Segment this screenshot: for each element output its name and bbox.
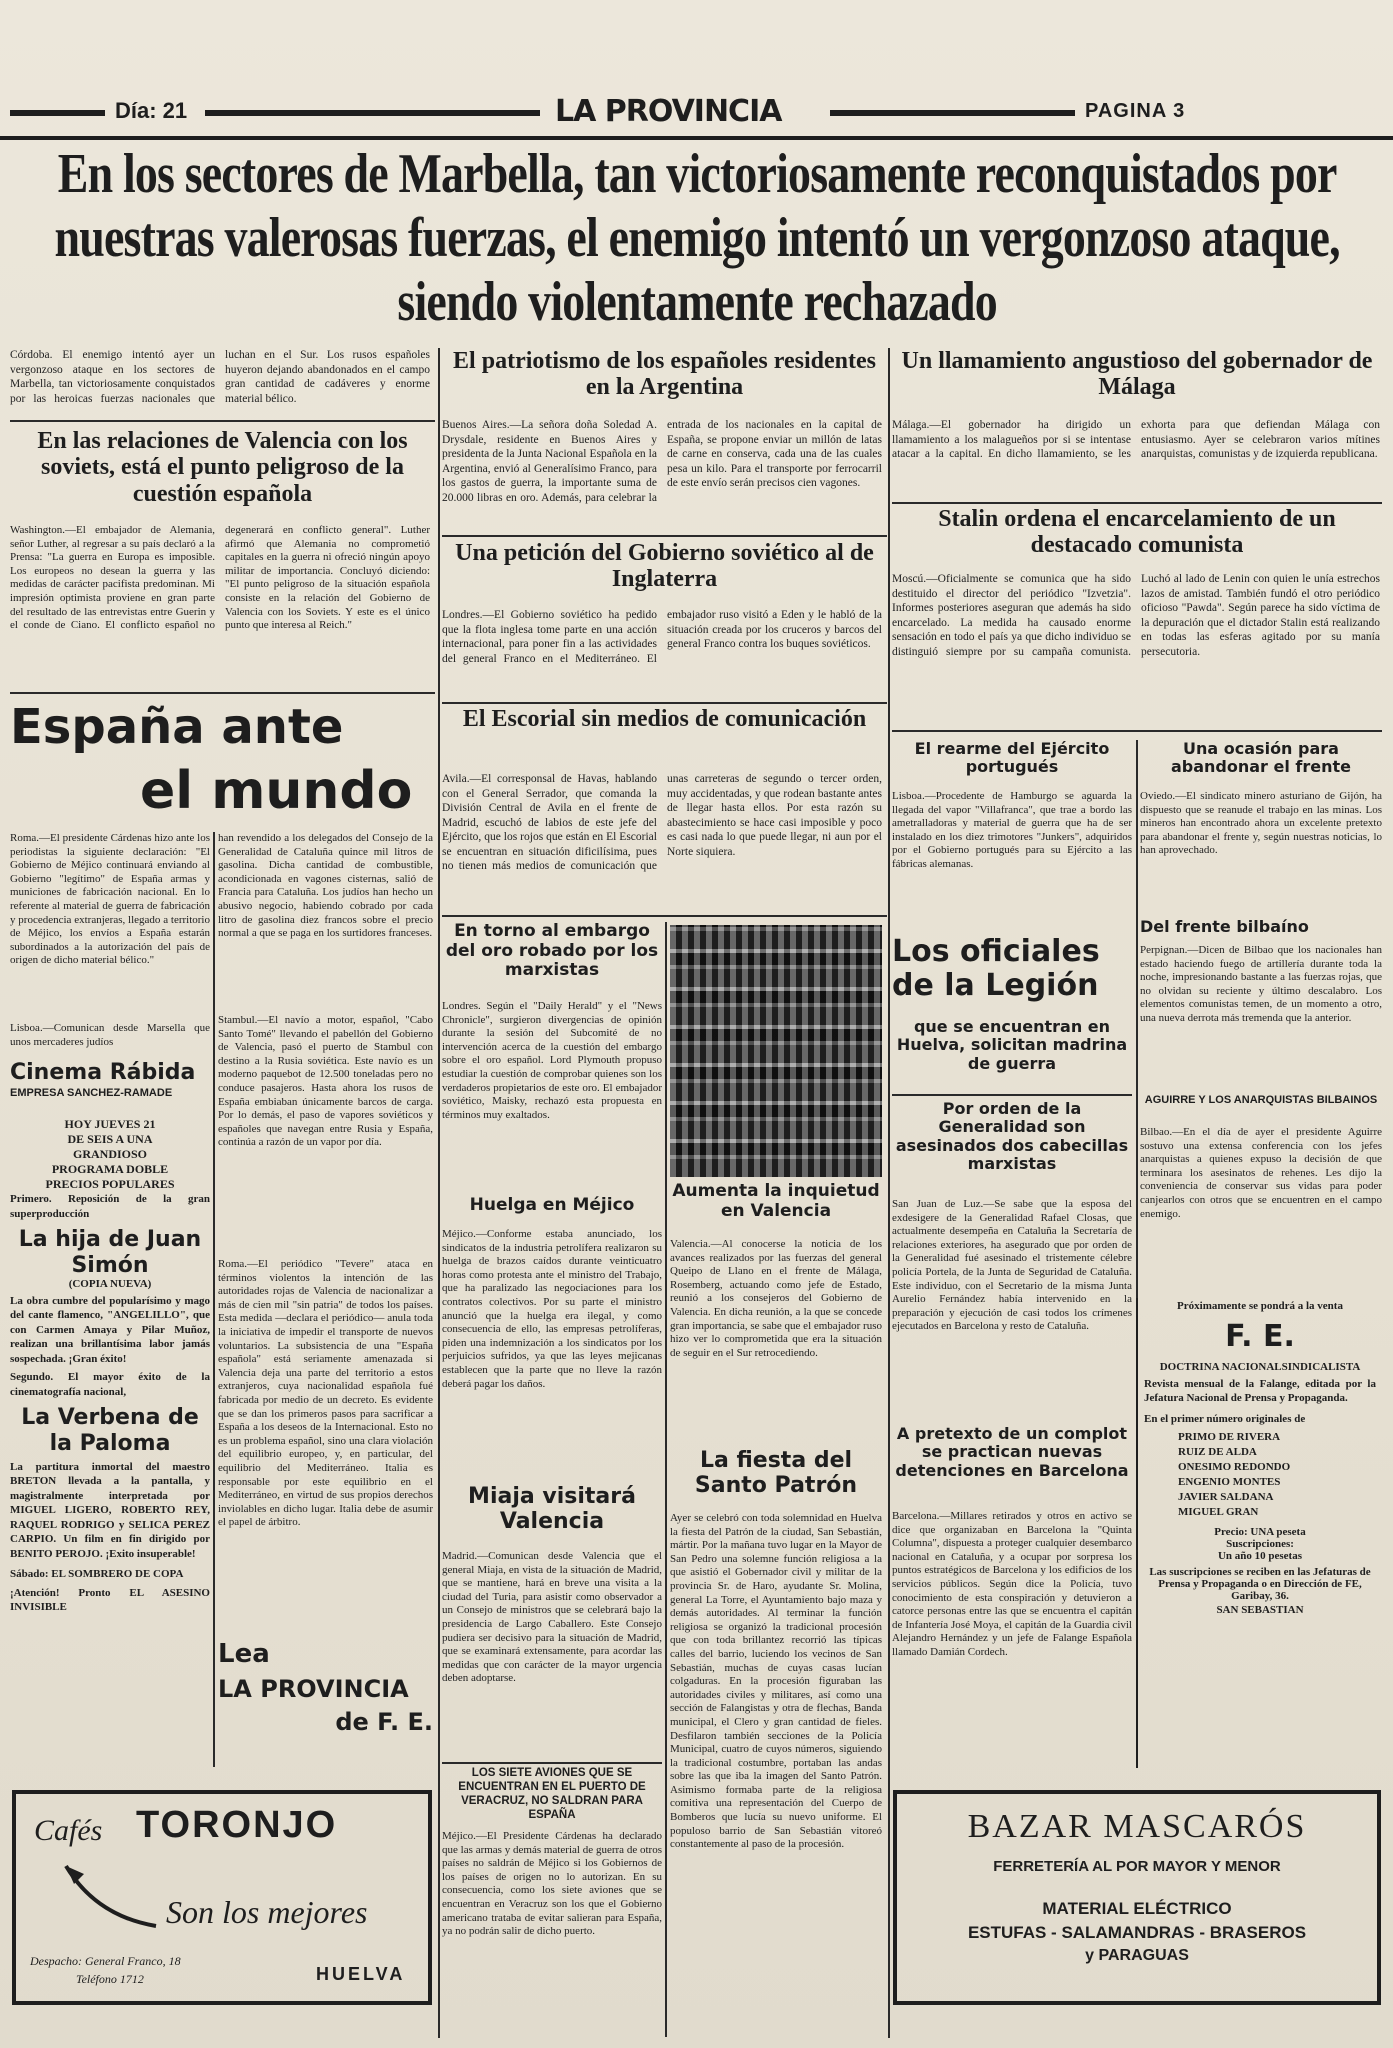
- masthead: [0, 88, 1393, 140]
- espana-body-left-2: Lisboa.—Comunican desde Marsella que unos mercaderes judíos: [10, 1022, 210, 1048]
- cinema-programa: PROGRAMA DOBLE: [51, 1162, 169, 1177]
- toronjo-brand: TORONJO: [136, 1804, 338, 1846]
- cinema-title: Cinema Rábida: [10, 1060, 196, 1085]
- toronjo-cafes: Cafés: [34, 1814, 103, 1847]
- lea-la-provincia: [218, 1640, 433, 1765]
- news-photo: [670, 925, 882, 1177]
- malaga-body: Málaga.—El gobernador ha dirigido un llamamiento a los malagueños por si se intentase atacar a la capital. En dicho llamamiento, se les exhorta para que defiendan Málaga con entusiasmo. Ayer se celebraron varios mítines anarquistas, comunistas y de izquierda republicana.: [892, 419, 1380, 460]
- fe-autor: JAVIER SALDANA: [1178, 1491, 1274, 1503]
- toronjo-phone: Teléfono 1712: [76, 1972, 144, 1986]
- fe-revista: Revista mensual de la Falange, editada por la Jefatura Nacional de Prensa y Propaganda.: [1144, 1377, 1376, 1404]
- rule: [442, 915, 887, 917]
- rule: [665, 922, 667, 2037]
- cinema-film1-desc: La obra cumbre del popularísimo y mago del cante flamenco, "ANGELILLO", que con Carmen Amaya y Pilar Muñoz, realizan una brillantísima labor jamás sospechada. ¡Gran éxito!: [10, 1294, 210, 1365]
- huelga-headline: Huelga en Méjico: [469, 1196, 635, 1215]
- arrow-icon: [56, 1856, 176, 1936]
- lea-title: Lea: [218, 1640, 270, 1669]
- bazar-line3: ESTUFAS - SALAMANDRAS - BRASEROS: [967, 1923, 1307, 1942]
- cinema-pronto: ¡Atención! Pronto EL ASESINO INVISIBLE: [10, 1586, 210, 1614]
- bilbaino-sub: AGUIRRE Y LOS ANARQUISTAS BILBAINOS: [1144, 1094, 1378, 1106]
- valencia-soviets-body: Washington.—El embajador de Alemania, señor Luther, al regresar a su país declaró a la Prensa: "La guerra en Europa es imposible. Los europeos no desean la guerra y las medidas de carácter pacifista predominan. Mi impresión optimista proviene en gran parte del resultado de las entrevistas entre Guerin y el conde de Ciano. El conflicto español no degenerará en conflicto general". Luther afirmó que Alemania no comprometió capitales en la guerra ni ofreció ningún apoyo militar de importancia. Concluyó diciendo: "El punto peligroso de la situación española consiste en la relación del Gobierno de Valencia con los Soviets. Y este es el único punto que interesa al Reich.": [10, 524, 430, 632]
- huelga-body: Méjico.—Conforme estaba anunciado, los sindicatos de la industria petrolífera realizaron su huelga de brazos caídos durante veinticuatro horas como protesta ante el ministro del Trabajo, que ha paralizado las negociaciones para los contratos colectivos. Por su parte el ministro anunció que la huelga era ilegal, y como consecuencia de ello, las empresas petrolíferas, piden una indemnización a los sindicatos por los perjuicios sufridos, ya que las leyes mejicanas establecen que la parte que no lleve la razón deberá pagar los daños.: [442, 1228, 662, 1390]
- espana-body-left: Roma.—El presidente Cárdenas hizo ante los periodistas la siguiente declaración: "El Gobierno de Méjico continuará enviando al Gobierno "legítimo" de España armas y municiones de fabricación nacional. En lo referente al material de guerra de fabricación y procedencia extranjeras, llegado a territorio de Méjico, los envíos a España estarán subordinados a la autorización del país de origen de dicho material bélico.": [10, 832, 210, 967]
- rule: [213, 832, 215, 1767]
- espana-headline-2: el mundo: [140, 762, 413, 821]
- complot-body: Barcelona.—Millares retirados y otros en activo se dice que organizaban en Barcelona la "Quinta Columna", dispuesta a proteger cualquier desembarco nacional en Cataluña, y a ocupar por sorpresa los puntos estratégicos de Barcelona y los edificios de los servicios públicos. Según dice la Policía, tuvo conocimiento de esta conspiración y detuvieron a catorce personas entre las que se encuentra el capitán de Infantería José Moya, el capitán de la Guardia civil Alejandro Hernández y un jefe de Falange Española llamado Damián Cordech.: [892, 1510, 1132, 1658]
- espana-body-right: han revendido a los delegados del Consejo de la Generalidad de Cataluña quince mil litros de gasolina. Dicha cantidad de combustible, acondicionada en vagones cisternas, salió de Francia para Cataluña. Los judíos han hecho un abusivo negocio, habiendo cobrado por cada litro de gasolina diez francos sobre el precio normal a que se paga en los surtidores franceses.: [218, 832, 433, 940]
- masthead-page: PAGINA 3: [1085, 100, 1186, 122]
- stalin-headline: Stalin ordena el encarcelamiento de un destacado comunista: [938, 506, 1336, 559]
- fe-ano: Un año 10 pesetas: [1217, 1550, 1303, 1562]
- ocasion-body: Oviedo.—El sindicato minero asturiano de Gijón, ha dispuesto que se reanude el trabajo en las minas. Los mineros han encontrado ahora un excelente pretexto para abandonar el frente y, según nuestras noticias, lo han aprovechado.: [1140, 790, 1382, 857]
- toronjo-city: HUELVA: [316, 1964, 406, 1984]
- cinema-film1-copia: (COPIA NUEVA): [68, 1277, 152, 1290]
- escorial-headline: El Escorial sin medios de comunicación: [462, 706, 867, 732]
- toronjo-address: Despacho: General Franco, 18: [30, 1954, 181, 1968]
- inquietud-headline: Aumenta la inquietud en Valencia: [672, 1182, 880, 1221]
- cinema-film2: La Verbena de la Paloma: [21, 1405, 199, 1456]
- embargo-body: Londres. Según el "Daily Herald" y el "News Chronicle", surgieron divergencias de opinión durante la sesión del Subcomité de no intervención acerca de la cuestión del embargo sobre el oro español. Lord Plymouth propuso estudiar la cuestión de comprobar quienes son los verdaderos propietarios de este oro. El embajador soviético, Maisky, rechazó esta propuesta en términos muy exaltados.: [442, 1000, 662, 1121]
- masthead-day: Día: 21: [115, 98, 188, 123]
- fe-autor: ONESIMO REDONDO: [1178, 1461, 1291, 1473]
- rule: [892, 730, 1382, 732]
- bazar-title: BAZAR MASCARÓS: [967, 1808, 1307, 1845]
- legion-headline-2: que se encuentran en Huelva, solicitan madrina de guerra: [896, 1018, 1128, 1073]
- fe-doctrina: DOCTRINA NACIONALSINDICALISTA: [1159, 1360, 1361, 1373]
- rule: [442, 1762, 662, 1764]
- cinema-film1: La hija de Juan Simón: [18, 1227, 202, 1278]
- cinema-fecha: HOY JUEVES 21: [64, 1117, 156, 1132]
- masthead-rule-left: [10, 110, 105, 116]
- bazar-line4: y PARAGUAS: [1085, 1947, 1189, 1964]
- santo-patron-headline: La fiesta del Santo Patrón: [694, 1448, 858, 1499]
- escorial-body: Avila.—El corresponsal de Havas, hablando con el General Serrador, que comanda la División Central de Avila en el frente de Madrid, escuchó de labios de este jefe del Ejército, que los rojos que están en El Escorial se encuentran en situación dificilísima, pues no tienen más medios de comunicación que unas carreteras de segundo o tercer orden, muy accidentadas, y que rodean bastante antes de llegar hasta ellos. Por esta razón su abastecimiento se hace casi imposible y poco es casi nada lo que puede llegar, ni aun por el Norte siquiera.: [442, 773, 882, 872]
- cinema-film1-2: Segundo. El mayor éxito de la cinematografía nacional,: [10, 1371, 210, 1398]
- fe-magazine-ad: [1136, 1298, 1382, 1768]
- fe-proximamente: Próximamente se pondrá a la venta: [1177, 1300, 1343, 1312]
- toronjo-slogan: Son los mejores: [166, 1894, 368, 1930]
- patriotismo-headline: El patriotismo de los españoles residentes en la Argentina: [453, 348, 876, 401]
- valencia-soviets-headline: En las relaciones de Valencia con los soviets, está el punto peligroso de la cuestión española: [37, 428, 408, 507]
- masthead-rule-mid-left: [205, 110, 540, 116]
- fe-suscripciones: Suscripciones:: [1226, 1538, 1294, 1550]
- cinema-rabida-ad: [10, 1060, 210, 1765]
- complot-headline: A pretexto de un complot se practican nuevas detenciones en Barcelona: [895, 1425, 1129, 1480]
- rule: [888, 348, 890, 2038]
- fe-numero: En el primer número originales de: [1144, 1412, 1306, 1425]
- rearme-headline: El rearme del Ejército portugués: [914, 740, 1110, 777]
- bazar-mascaros-ad: [893, 1790, 1381, 2005]
- miaja-headline: Miaja visitará Valencia: [468, 1484, 636, 1535]
- main-headline: En los sectores de Marbella, tan victoriosamente reconquistados por nuestras valerosas fuerzas, el enemigo intentó un vergonzoso ataque, siendo violentamente rechazado: [54, 143, 1340, 333]
- peticion-headline: Una petición del Gobierno soviético al de Inglaterra: [455, 540, 874, 593]
- masthead-title: LA PROVINCIA: [555, 94, 782, 129]
- fe-reciben: Las suscripciones se reciben en las Jefaturas de Prensa y Propaganda o en Dirección de FE, Garibay, 36.: [1149, 1566, 1371, 1602]
- cafes-toronjo-ad: [12, 1790, 432, 2005]
- fe-autor: PRIMO DE RIVERA: [1178, 1431, 1281, 1443]
- fe-precio: Precio: UNA peseta: [1214, 1526, 1306, 1538]
- bazar-line2: MATERIAL ELÉCTRICO: [1042, 1899, 1232, 1918]
- embargo-headline: En torno al embargo del oro robado por los marxistas: [445, 922, 659, 981]
- cinema-estreno: Primero. Reposición de la gran superproducción: [10, 1193, 210, 1220]
- rule: [892, 1094, 1132, 1096]
- cinema-sabado: Sábado: EL SOMBRERO DE COPA: [10, 1568, 184, 1581]
- patriotismo-body: Buenos Aires.—La señora doña Soledad A. Drysdale, residente en Buenos Aires y presidenta de la Junta Nacional Española en la Argentina, envió al Generalísimo Franco, para los gastos de guerra, la importante suma de 20.000 libras en oro. Además, para celebrar la entrada de los nacionales en la capital de España, se propone enviar un millón de latas de carne en conserva, cada una de las cuales pesa un kilo. Para el transporte por ferrocarril de este envío serán precisos cien vagones.: [442, 419, 882, 504]
- rule: [10, 692, 435, 694]
- cinema-grandioso: GRANDIOSO: [72, 1147, 147, 1162]
- rule: [1136, 740, 1138, 1300]
- cinema-film2-desc: La partitura inmortal del maestro BRETON llevada a la pantalla, y magistralmente interpretada por MIGUEL LIGERO, ROBERTO REY, RAQUEL RODRIGO y SELICA PEREZ CARPIO. Un film en fin dirigido por BENITO PEROJO. ¡Exito insuperable!: [10, 1460, 210, 1560]
- rule: [442, 702, 887, 704]
- generalidad-body: San Juan de Luz.—Se sabe que la esposa del exdesigere de la Generalidad Rafael Closas, que actualmente desempeña en Cataluña la Secretaría de relaciones exteriores, ha asegurado que por orden de la Generalidad fué asesinado el tristemente célebre policía Portela, de la Junta de Seguridad de Cataluña. Este individuo, con el Secretario de la misma Junta Aurelio Fernández había intervenido en la preparación y ejecución de casi todos los crímenes ejecutados en Barcelona y resto de Cataluña.: [892, 1198, 1132, 1333]
- espana-body-right-3: Roma.—El periódico "Tevere" ataca en términos violentos la intención de las autoridades rojas de Valencia de nacionalizar a más de cien mil "sin patria" de todos los países. Esta medida —declara el periódico— anula toda la iniciativa de impedir el transporte de nuevos voluntarios. La subsistencia de una "España española" está seriamente amenazada si Valencia deja una parte del territorio a estos extranjeros, cuya nacionalidad española fué fabricada por medio de un decreto. Es evidente que se dan los primeros pasos para sacrificar a España a los deseos de la Internacional. Esto no es un problema español, sino una clara violación del equilibrio europeo, y, en particular, del equilibrio del Mediterráneo. Italia es responsable por este equilibrio en el Mediterráneo, en virtud de sus propios derechos inviolables en dicho lugar. Italia debe de asumir el papel de árbitro.: [218, 1258, 433, 1529]
- ocasion-headline: Una ocasión para abandonar el frente: [1170, 740, 1352, 777]
- generalidad-headline: Por orden de la Generalidad son asesinados dos cabecillas marxistas: [895, 1100, 1129, 1174]
- bilbaino-body2: Bilbao.—En el día de ayer el presidente Aguirre sostuvo una extensa conferencia con los jefes anarquistas a quienes expuso la decisión de que terminara los asesinatos de rehenes. Les dijo la conveniencia de conservar sus vidas para poder canjearlos con otros que se encuentren en el campo enemigo.: [1140, 1126, 1382, 1220]
- rule: [10, 420, 435, 422]
- rule: [438, 348, 440, 2038]
- bazar-line1: FERRETERÍA AL POR MAYOR Y MENOR: [993, 1858, 1281, 1875]
- bilbaino-headline: Del frente bilbaíno: [1140, 918, 1309, 936]
- cinema-precios: PRECIOS POPULARES: [45, 1177, 175, 1192]
- lea-line3: de F. E.: [335, 1708, 433, 1737]
- marbella-article: Córdoba. El enemigo intentó ayer un vergonzoso ataque en los sectores de Marbella, tan victoriosamente conquistados por las heroicas fuerzas nacionales que luchan en el Sur. Los rusos españoles huyeron dejando abandonados en el campo gran cantidad de cadáveres y enorme material bélico.: [10, 349, 430, 405]
- espana-body-right-2: Stambul.—El navío a motor, español, "Cabo Santo Tomé" llevando el pabellón del Gobierno de Valencia, pasó el puerto de Stambul con destino a la Rusia soviética. Este navío es un moderno paquebot de 12.500 toneladas pero no conduce pasajeros. Hasta ahora los rusos de España embiaban únicamente barcos de carga. Por lo demás, el paso de vapores soviéticos y españoles que navegan entre Rusia y España, continúa a razón de un vapor por día.: [218, 1014, 433, 1149]
- rearme-body: Lisboa.—Procedente de Hamburgo se aguarda la llegada del vapor "Villafranca", que trae a bordo las ametralladoras y material de guerra que ha de ser instalado en los diez trimotores "Junkers", adquiridos por el Gobierno portugués para su Ejército a las fábricas alemanas.: [892, 790, 1132, 870]
- fe-autor: ENGENIO MONTES: [1178, 1476, 1281, 1488]
- fe-autores: [1178, 1430, 1376, 1520]
- bilbaino-body: Perpignan.—Dicen de Bilbao que los nacionales han estado haciendo fuego de artillería durante toda la noche, impresionando bastante a las fuerzas rojas, que no olvidan su reciente y último descalabro. Los elementos comunistas temen, de un momento a otro, una nueva derrota más tremenda que la anterior.: [1140, 944, 1382, 1024]
- peticion-body: Londres.—El Gobierno soviético ha pedido que la flota inglesa tome parte en una acción internacional, para poner fin a las actividades del general Franco en el Mediterráneo. El embajador ruso visitó a Eden y le habló de la situación creada por los cruceros y barcos del general Franco contra los buques soviéticos.: [442, 609, 882, 665]
- rule: [892, 502, 1382, 504]
- cinema-empresa: EMPRESA SANCHEZ-RAMADE: [10, 1087, 173, 1100]
- fe-autor: RUIZ DE ALDA: [1178, 1446, 1257, 1458]
- masthead-rule-mid-right: [830, 110, 1075, 116]
- espana-headline-1: España ante: [10, 700, 344, 755]
- miaja-body: Madrid.—Comunican desde Valencia que el general Miaja, en vista de la situación de Madrid, que se mantiene, hará en breve una visita a la ciudad del Turia, para asistir como observador a un Consejo de ministros que se celebrará bajo la presidencia de Largo Caballero. Este Consejo pudiera ser decisivo para la situación de Madrid, que se examinará extensamente, para acordar las medidas que con carácter de la mayor urgencia deben adoptarse.: [442, 1550, 662, 1685]
- stalin-body: Moscú.—Oficialmente se comunica que ha sido destituido el director del periódico "Izvetzia". Informes posteriores aseguran que además ha sido encarcelado. La medida ha causado enorme sensación en todo el país ya que dicho individuo se distinguió siempre por su campaña comunista. Luchó al lado de Lenin con quien le unía estrechos lazos de amistad. También fundó el otro periódico oficioso "Pawda". Según parece ha sido víctima de la depuración que el dictador Stalin está realizando en todas las esferas agitado por su manía persecutoria.: [892, 573, 1380, 658]
- santo-patron-body: Ayer se celebró con toda solemnidad en Huelva la fiesta del Patrón de la ciudad, San Sebastián, mártir. Por la mañana tuvo lugar en la Mayor de San Pedro una solemne función religiosa a la que asistió el Gobernador civil y militar de la provincia Sr. de Haro, ayudante Sr. Molina, general La Torre, el Ayuntamiento bajo maza y demás autoridades. Al terminar la función religiosa se organizó la tradicional procesión que con toda brillantez recorrió las típicas calles del barrio, luciendo los vecinos de San Sebastián, muchas de cuyas casas lucían colgaduras. En la procesión figuraban las autoridades civiles y militares, así como una sección de Falangistas y otra de flechas, Banda municipal, el Clero y gran cantidad de fieles. Desfilaron también secciones de la Policía Municipal, cuatro de cuyos números, siguiendo la tradicional costumbre, portaban las andas sobre las que iba la imagen del Santo Patrón. Asimismo formaba parte de la religiosa comitiva una representación del Cuerpo de Bomberos que lucía su nuevo uniforme. El populoso barrio de San Sebastián vitoreó constantemente al paso de la procesión.: [670, 1512, 882, 1851]
- cinema-horas: DE SEIS A UNA: [67, 1132, 153, 1147]
- aviones-headline: LOS SIETE AVIONES QUE SE ENCUENTRAN EN EL PUERTO DE VERACRUZ, NO SALDRAN PARA ESPAÑA: [458, 1767, 646, 1821]
- legion-headline-1: Los oficiales de la Legión: [892, 935, 1100, 1003]
- aviones-body: Méjico.—El Presidente Cárdenas ha declarado que las armas y demás material de guerra de otros países no saldrán de Méjico si los Gobiernos de los países de origen no lo autorizan. En su consecuencia, como los siete aviones que se encuentran en Veracruz son los que el Gobierno americano trataba de evitar salieran para España, ya no podrán salir de dicho puerto.: [442, 1830, 662, 1938]
- fe-ciudad: SAN SEBASTIAN: [1216, 1604, 1304, 1616]
- fe-autor: MIGUEL GRAN: [1178, 1506, 1259, 1518]
- malaga-headline: Un llamamiento angustioso del gobernador de Málaga: [901, 348, 1373, 401]
- rule: [442, 535, 887, 537]
- inquietud-body: Valencia.—Al conocerse la noticia de los avances realizados por las fuerzas del general Queipo de Llano en el frente de Málaga, Rosemberg, actuando como jefe de Estado, reunió a los consejeros del Gobierno de Valencia. En dicha reunión, a la que se concede gran importancia, se sabe que el embajador ruso hizo ver lo comprometida que era la situación de seguir en el Sur retrocediendo.: [670, 1238, 882, 1359]
- fe-title: F. E.: [1225, 1319, 1295, 1354]
- lea-line2: LA PROVINCIA: [218, 1674, 409, 1703]
